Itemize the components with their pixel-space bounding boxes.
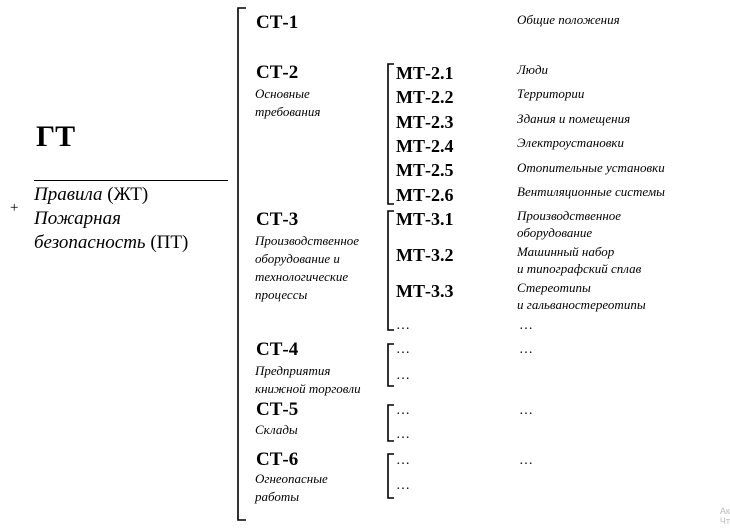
bracket-st2 xyxy=(388,64,394,204)
item-code-mt32: МТ-3.2 xyxy=(396,245,454,265)
section-subtitle-st4: Предприятия книжной торговли xyxy=(255,363,361,396)
section-subtitle-st6: Огнеопасные работы xyxy=(255,471,328,504)
ellipsis-st4-right: … xyxy=(519,342,533,357)
bracket-st5 xyxy=(388,405,394,441)
section-subtitle-st3: Производственное оборудование и технологические процессы xyxy=(255,233,360,302)
rules-line-2: Пожарная xyxy=(34,208,121,229)
bracket-st3 xyxy=(388,211,394,330)
item-code-mt21: МТ-2.1 xyxy=(396,63,454,83)
bracket-st6 xyxy=(388,454,394,498)
watermark: Ак Чт xyxy=(719,506,730,526)
item-code-mt23: МТ-2.3 xyxy=(396,112,454,132)
item-desc-mt25: Отопительные установки xyxy=(517,160,665,175)
section-code-st5: СТ-5 xyxy=(256,399,299,420)
ellipsis-st5-right: … xyxy=(519,403,533,418)
section-subtitle-st2: Основные требования xyxy=(255,86,321,119)
bracket-st4 xyxy=(388,344,394,386)
ellipsis-st6-left-1: … xyxy=(396,453,410,468)
ellipsis-st6-left-2: … xyxy=(396,478,410,493)
section-code-st1: СТ-1 xyxy=(256,12,299,33)
ellipsis-st4-left-2: … xyxy=(396,368,410,383)
item-desc-mt32: Машинный набор и типографский сплав xyxy=(517,244,642,276)
item-desc-mt33: Стереотипы и гальваностереотипы xyxy=(517,280,646,312)
rules-line-3: безопасность (ПТ) xyxy=(34,232,189,253)
rules-block xyxy=(34,183,244,255)
ellipsis-st3-right: … xyxy=(519,318,533,333)
item-code-mt31: МТ-3.1 xyxy=(396,209,454,229)
section-code-st4: СТ-4 xyxy=(256,339,299,360)
ellipsis-st5-left-2: … xyxy=(396,427,410,442)
ellipsis-st4-left-1: … xyxy=(396,342,410,357)
item-desc-mt24: Электроустановки xyxy=(517,135,624,150)
item-desc-mt26: Вентиляционные системы xyxy=(517,184,665,199)
item-desc-mt23: Здания и помещения xyxy=(517,111,631,126)
item-desc-mt21: Люди xyxy=(517,62,549,77)
section-code-st3: СТ-3 xyxy=(256,209,299,230)
section-code-st2: СТ-2 xyxy=(256,62,299,83)
section-code-st6: СТ-6 xyxy=(256,449,299,470)
ellipsis-st3-left: … xyxy=(396,318,410,333)
item-code-mt24: МТ-2.4 xyxy=(396,136,454,156)
title-divider xyxy=(34,180,228,181)
main-title: ГТ xyxy=(36,120,76,153)
item-code-mt26: МТ-2.6 xyxy=(396,185,454,205)
item-desc-mt31: Производственное оборудование xyxy=(517,208,622,240)
item-desc-mt22: Территории xyxy=(517,86,585,101)
item-code-mt25: МТ-2.5 xyxy=(396,160,454,180)
item-code-mt22: МТ-2.2 xyxy=(396,87,454,107)
rules-line-1: Правила (ЖТ) xyxy=(34,184,149,205)
item-code-mt33: МТ-3.3 xyxy=(396,281,454,301)
main-bracket xyxy=(238,8,246,520)
section-desc-st1: Общие положения xyxy=(517,12,620,27)
ellipsis-st5-left-1: … xyxy=(396,403,410,418)
section-subtitle-st5: Склады xyxy=(255,422,298,437)
plus-sign: + xyxy=(10,200,19,216)
ellipsis-st6-right: … xyxy=(519,453,533,468)
